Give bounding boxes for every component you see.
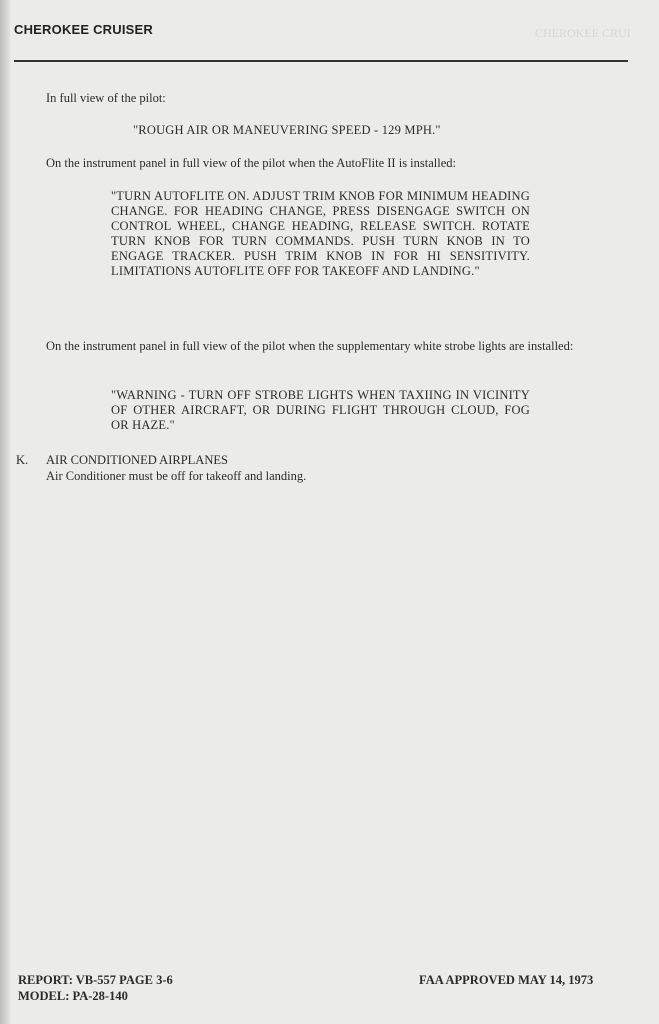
section-letter: K. [16,453,29,467]
intro-paragraph-2: On the instrument panel in full view of the pilot when the AutoFlite II is installed: [46,156,457,170]
section-text: Air Conditioner must be off for takeoff and landing. [46,469,307,483]
header-rule [14,60,628,62]
placard-quote-2: "TURN AUTOFLITE ON. ADJUST TRIM KNOB FOR MINIMUM HEADING CHANGE. FOR HEADING CHANGE, PRESS DISENGAGE SWITCH ON CONTROL WHEEL, CHANGE HEADING, RELEASE SWITCH. ROTATE TURN KNOB FOR TURN COMMANDS. PUSH TURN KNOB IN TO ENGAGE TRACKER. PUSH TRIM KNOB IN FOR HI SENSITIVITY. LIMITATIONS AUTOFLITE OFF FOR TAKEOFF AND LANDING." [111,189,530,278]
footer-report: REPORT: VB-557 PAGE 3-6 [18,973,173,987]
section-title: AIR CONDITIONED AIRPLANES [46,453,228,467]
intro-paragraph-1: In full view of the pilot: [46,91,166,105]
footer-approval: FAA APPROVED MAY 14, 1973 [419,973,594,987]
placard-quote-3: "WARNING - TURN OFF STROBE LIGHTS WHEN TAXIING IN VICINITY OF OTHER AIRCRAFT, OR DURING FLIGHT THROUGH CLOUD, FOG OR HAZE." [111,388,530,432]
page-binding-edge [0,0,10,1024]
footer-model: MODEL: PA-28-140 [18,989,128,1003]
intro-paragraph-3: On the instrument panel in full view of the pilot when the supplementary white strobe lights are installed: [46,339,574,353]
bleed-through-header: CHEROKEE CRUI [535,26,631,40]
page-header-title: CHEROKEE CRUISER [14,22,153,37]
placard-quote-1: "ROUGH AIR OR MANEUVERING SPEED - 129 MPH." [133,123,441,137]
